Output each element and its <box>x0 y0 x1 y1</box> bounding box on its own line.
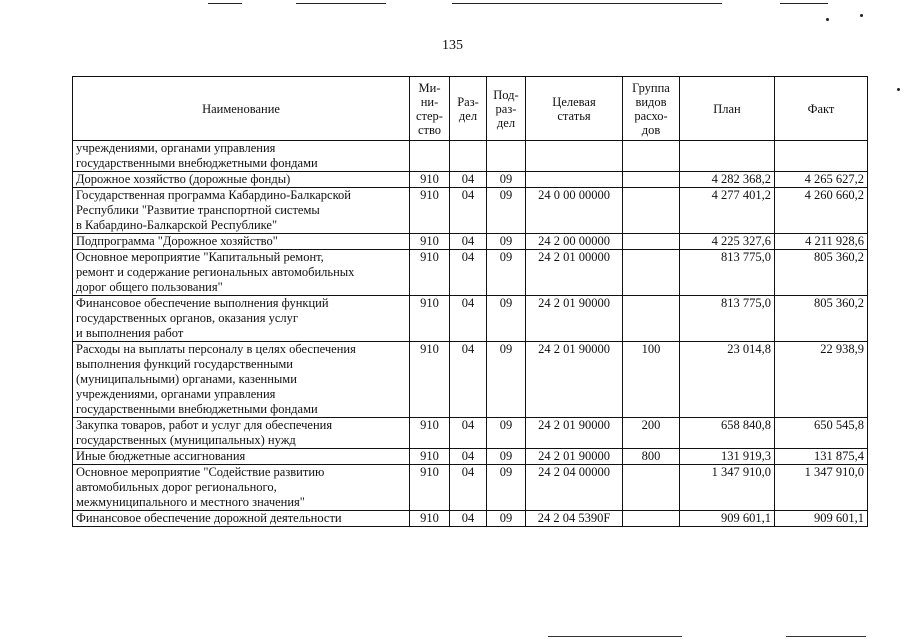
row-group-cell <box>623 234 680 250</box>
row-target-cell: 24 2 04 5390F <box>526 511 623 527</box>
row-ministry-cell: 910 <box>410 296 450 342</box>
row-plan-cell: 813 775,0 <box>680 250 775 296</box>
row-ministry-cell: 910 <box>410 449 450 465</box>
row-fact-cell <box>775 141 868 172</box>
row-section-cell: 04 <box>450 250 487 296</box>
header-fact: Факт <box>775 77 868 141</box>
row-name-cell: Основное мероприятие "Содействие развитию автомобильных дорог регионального, межмуниципального и местного значения" <box>73 465 410 511</box>
row-ministry-cell: 910 <box>410 342 450 418</box>
table-header-row <box>73 77 868 141</box>
row-target-cell: 24 2 01 90000 <box>526 449 623 465</box>
row-name-cell: Иные бюджетные ассигнования <box>73 449 410 465</box>
row-ministry-cell: 910 <box>410 250 450 296</box>
row-group-cell <box>623 296 680 342</box>
row-section-cell: 04 <box>450 296 487 342</box>
row-name-cell: Подпрограмма "Дорожное хозяйство" <box>73 234 410 250</box>
row-fact-cell: 650 545,8 <box>775 418 868 449</box>
row-group-cell <box>623 465 680 511</box>
row-fact-cell: 131 875,4 <box>775 449 868 465</box>
table-row <box>73 234 868 250</box>
table-row <box>73 250 868 296</box>
row-subsection-cell: 09 <box>487 449 526 465</box>
row-name-cell: учреждениями, органами управления государственными внебюджетными фондами <box>73 141 410 172</box>
row-ministry-cell: 910 <box>410 511 450 527</box>
table-row <box>73 465 868 511</box>
row-plan-cell: 4 225 327,6 <box>680 234 775 250</box>
row-section-cell: 04 <box>450 465 487 511</box>
row-plan-cell <box>680 141 775 172</box>
row-target-cell: 24 2 01 00000 <box>526 250 623 296</box>
table-row <box>73 511 868 527</box>
row-target-cell <box>526 172 623 188</box>
row-fact-cell: 805 360,2 <box>775 250 868 296</box>
row-plan-cell: 658 840,8 <box>680 418 775 449</box>
row-subsection-cell <box>487 141 526 172</box>
row-plan-cell: 813 775,0 <box>680 296 775 342</box>
table-row <box>73 296 868 342</box>
row-name-cell: Государственная программа Кабардино-Балкарской Республики "Развитие транспортной системы в Кабардино-Балкарской Республике" <box>73 188 410 234</box>
row-group-cell <box>623 141 680 172</box>
row-plan-cell: 23 014,8 <box>680 342 775 418</box>
row-ministry-cell: 910 <box>410 188 450 234</box>
row-ministry-cell: 910 <box>410 172 450 188</box>
row-ministry-cell: 910 <box>410 465 450 511</box>
budget-table <box>72 76 868 527</box>
row-subsection-cell: 09 <box>487 250 526 296</box>
row-group-cell: 800 <box>623 449 680 465</box>
page-number: 135 <box>442 38 463 53</box>
row-section-cell: 04 <box>450 449 487 465</box>
table-row <box>73 342 868 418</box>
row-plan-cell: 4 277 401,2 <box>680 188 775 234</box>
row-target-cell <box>526 141 623 172</box>
row-section-cell <box>450 141 487 172</box>
row-plan-cell: 131 919,3 <box>680 449 775 465</box>
row-section-cell: 04 <box>450 188 487 234</box>
row-fact-cell: 22 938,9 <box>775 342 868 418</box>
row-target-cell: 24 2 01 90000 <box>526 342 623 418</box>
row-plan-cell: 4 282 368,2 <box>680 172 775 188</box>
row-name-cell: Финансовое обеспечение дорожной деятельности <box>73 511 410 527</box>
header-group: Группа видов расхо- дов <box>623 77 680 141</box>
row-section-cell: 04 <box>450 234 487 250</box>
header-name: Наименование <box>73 77 410 141</box>
row-group-cell: 200 <box>623 418 680 449</box>
row-subsection-cell: 09 <box>487 418 526 449</box>
table-row <box>73 172 868 188</box>
table-row <box>73 141 868 172</box>
row-plan-cell: 909 601,1 <box>680 511 775 527</box>
row-subsection-cell: 09 <box>487 511 526 527</box>
row-ministry-cell: 910 <box>410 234 450 250</box>
row-group-cell <box>623 511 680 527</box>
row-fact-cell: 805 360,2 <box>775 296 868 342</box>
row-subsection-cell: 09 <box>487 188 526 234</box>
row-subsection-cell: 09 <box>487 342 526 418</box>
row-fact-cell: 1 347 910,0 <box>775 465 868 511</box>
row-section-cell: 04 <box>450 418 487 449</box>
row-fact-cell: 909 601,1 <box>775 511 868 527</box>
table-row <box>73 188 868 234</box>
row-section-cell: 04 <box>450 511 487 527</box>
row-group-cell <box>623 172 680 188</box>
row-name-cell: Расходы на выплаты персоналу в целях обеспечения выполнения функций государственными (муниципальными) органами, казенными учреждениями, органами управления государственными внебюджетными фондами <box>73 342 410 418</box>
row-ministry-cell <box>410 141 450 172</box>
row-name-cell: Основное мероприятие "Капитальный ремонт, ремонт и содержание региональных автомобильных дорог общего пользования" <box>73 250 410 296</box>
row-section-cell: 04 <box>450 342 487 418</box>
row-target-cell: 24 2 04 00000 <box>526 465 623 511</box>
row-group-cell <box>623 188 680 234</box>
row-target-cell: 24 2 00 00000 <box>526 234 623 250</box>
row-target-cell: 24 2 01 90000 <box>526 296 623 342</box>
row-name-cell: Закупка товаров, работ и услуг для обеспечения государственных (муниципальных) нужд <box>73 418 410 449</box>
row-section-cell: 04 <box>450 172 487 188</box>
header-subsection: Под- раз- дел <box>487 77 526 141</box>
table-row <box>73 418 868 449</box>
header-plan: План <box>680 77 775 141</box>
row-name-cell: Финансовое обеспечение выполнения функций государственных органов, оказания услуг и выполнения работ <box>73 296 410 342</box>
row-subsection-cell: 09 <box>487 296 526 342</box>
row-plan-cell: 1 347 910,0 <box>680 465 775 511</box>
row-name-cell: Дорожное хозяйство (дорожные фонды) <box>73 172 410 188</box>
row-subsection-cell: 09 <box>487 234 526 250</box>
table-row <box>73 449 868 465</box>
row-target-cell: 24 0 00 00000 <box>526 188 623 234</box>
row-group-cell: 100 <box>623 342 680 418</box>
row-fact-cell: 4 211 928,6 <box>775 234 868 250</box>
header-ministry: Ми- ни- стер- ство <box>410 77 450 141</box>
row-fact-cell: 4 265 627,2 <box>775 172 868 188</box>
row-ministry-cell: 910 <box>410 418 450 449</box>
row-subsection-cell: 09 <box>487 465 526 511</box>
row-fact-cell: 4 260 660,2 <box>775 188 868 234</box>
row-target-cell: 24 2 01 90000 <box>526 418 623 449</box>
header-section: Раз- дел <box>450 77 487 141</box>
row-group-cell <box>623 250 680 296</box>
header-target: Целевая статья <box>526 77 623 141</box>
row-subsection-cell: 09 <box>487 172 526 188</box>
